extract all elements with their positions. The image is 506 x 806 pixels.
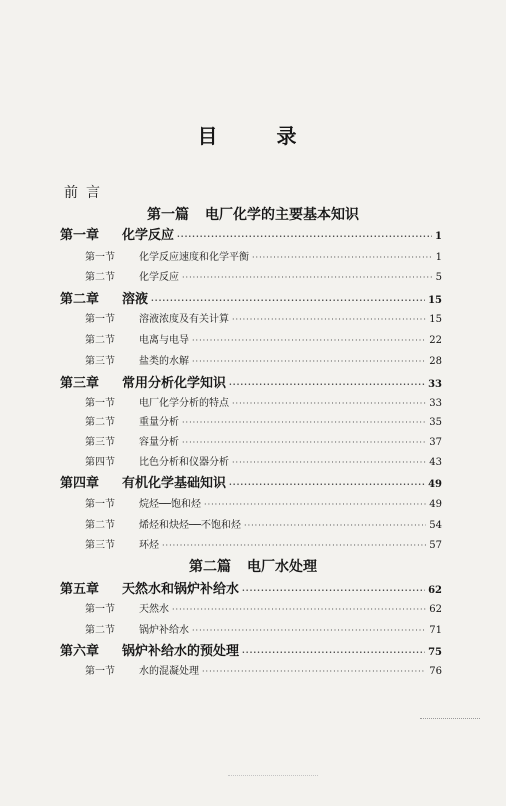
section-number: 第一节 [85, 314, 115, 325]
preface-entry[interactable]: 前言 [64, 185, 108, 201]
section-name: 环烃 [139, 540, 159, 551]
section-name: 烷烃──饱和烃 [139, 499, 202, 510]
dot-leader [244, 521, 426, 530]
chapter-name: 有机化学基础知识 [122, 476, 227, 491]
page-number: 54 [429, 520, 442, 531]
section-name: 容量分析 [139, 437, 179, 448]
section-name: 天然水 [139, 604, 169, 615]
section-number: 第二节 [85, 335, 115, 346]
section-name: 重量分析 [139, 417, 179, 428]
dot-leader [172, 605, 426, 614]
page-number: 57 [429, 540, 442, 551]
page-number: 75 [428, 647, 442, 658]
dot-leader [204, 500, 426, 509]
section-number: 第一节 [85, 666, 115, 677]
chapter-number: 第五章 [60, 582, 100, 597]
page-title: 目 录 [197, 124, 323, 148]
chapter-entry[interactable] [60, 224, 442, 243]
dot-leader [162, 541, 426, 550]
dot-leader [242, 647, 425, 657]
dot-leader [192, 626, 426, 635]
section-entry[interactable] [85, 310, 442, 325]
section-name: 水的混凝处理 [139, 666, 199, 677]
section-entry[interactable] [85, 331, 442, 346]
page-number: 43 [429, 457, 442, 468]
section-number: 第三节 [85, 356, 115, 367]
chapter-name: 常用分析化学知识 [122, 376, 227, 391]
part-heading-2 [0, 556, 506, 576]
dot-leader [202, 667, 426, 676]
dot-leader [182, 418, 426, 427]
page-number: 22 [429, 335, 442, 346]
section-number: 第二节 [85, 625, 115, 636]
dot-leader [192, 336, 426, 345]
section-entry[interactable] [85, 621, 442, 636]
chapter-number: 第四章 [60, 476, 100, 491]
chapter-name: 锅炉补给水的预处理 [122, 644, 240, 659]
section-number: 第四节 [85, 457, 115, 468]
chapter-entry[interactable] [60, 640, 442, 659]
section-entry[interactable] [85, 495, 442, 510]
section-entry[interactable] [85, 248, 442, 263]
chapter-entry[interactable] [60, 288, 442, 307]
chapter-number: 第六章 [60, 644, 100, 659]
section-number: 第一节 [85, 499, 115, 510]
section-name: 化学反应速度和化学平衡 [139, 252, 249, 263]
section-name: 烯烃和炔烃──不饱和烃 [139, 520, 242, 531]
dot-leader [182, 273, 433, 282]
page-number: 1 [435, 231, 442, 242]
part-number: 第一篇 [147, 207, 189, 223]
page-number: 33 [428, 379, 442, 390]
part-name: 电厂化学的主要基本知识 [205, 207, 359, 223]
section-number: 第一节 [85, 604, 115, 615]
section-name: 电离与电导 [139, 335, 189, 346]
chapter-number: 第二章 [60, 292, 100, 307]
page-number: 76 [429, 666, 442, 677]
page-number: 62 [429, 604, 442, 615]
section-number: 第一节 [85, 398, 115, 409]
section-number: 第三节 [85, 540, 115, 551]
dot-leader [182, 438, 426, 447]
dot-leader [177, 231, 432, 241]
dot-leader [232, 399, 426, 408]
section-name: 溶液浓度及有关计算 [139, 314, 229, 325]
page-number: 33 [429, 398, 442, 409]
chapter-entry[interactable] [60, 578, 442, 597]
chapter-entry[interactable] [60, 472, 442, 491]
section-entry[interactable] [85, 453, 442, 468]
section-number: 第一节 [85, 252, 115, 263]
page-number: 15 [428, 295, 442, 306]
section-name: 锅炉补给水 [139, 625, 189, 636]
page-number: 71 [429, 625, 442, 636]
dot-leader [151, 295, 425, 305]
section-entry[interactable] [85, 352, 442, 367]
section-name: 化学反应 [139, 272, 179, 283]
chapter-name: 溶液 [122, 292, 149, 307]
section-number: 第二节 [85, 272, 115, 283]
part-number: 第二篇 [189, 559, 231, 575]
page-number: 37 [429, 437, 442, 448]
section-entry[interactable] [85, 600, 442, 615]
dot-leader [232, 458, 426, 467]
dot-leader [232, 315, 426, 324]
section-entry[interactable] [85, 536, 442, 551]
page-number: 15 [429, 314, 442, 325]
section-number: 第二节 [85, 417, 115, 428]
page-number: 5 [435, 272, 442, 283]
scan-artifact-divider [0, 718, 506, 719]
section-name: 盐类的水解 [139, 356, 189, 367]
dot-leader [252, 253, 433, 262]
chapter-name: 化学反应 [122, 228, 175, 243]
page-number: 49 [428, 479, 442, 490]
page-number: 35 [429, 417, 442, 428]
page-number: 28 [429, 356, 442, 367]
chapter-entry[interactable] [60, 372, 442, 391]
section-entry[interactable] [85, 516, 442, 531]
page-number: 1 [435, 252, 442, 263]
section-entry[interactable] [85, 413, 442, 428]
section-entry[interactable] [85, 662, 442, 677]
part-heading-1 [0, 204, 506, 224]
dot-leader [229, 379, 425, 389]
section-number: 第三节 [85, 437, 115, 448]
dot-leader [229, 479, 425, 489]
chapter-name: 天然水和锅炉补给水 [122, 582, 240, 597]
dot-leader [192, 357, 426, 366]
page-number: 62 [428, 585, 442, 596]
page-number: 49 [429, 499, 442, 510]
chapter-number: 第一章 [60, 228, 100, 243]
section-name: 比色分析和仪器分析 [139, 457, 229, 468]
dot-leader [242, 585, 425, 595]
section-number: 第二节 [85, 520, 115, 531]
section-entry[interactable] [85, 433, 442, 448]
section-entry[interactable] [85, 394, 442, 409]
part-name: 电厂水处理 [247, 559, 317, 575]
section-name: 电厂化学分析的特点 [139, 398, 229, 409]
chapter-number: 第三章 [60, 376, 100, 391]
section-entry[interactable] [85, 268, 442, 283]
